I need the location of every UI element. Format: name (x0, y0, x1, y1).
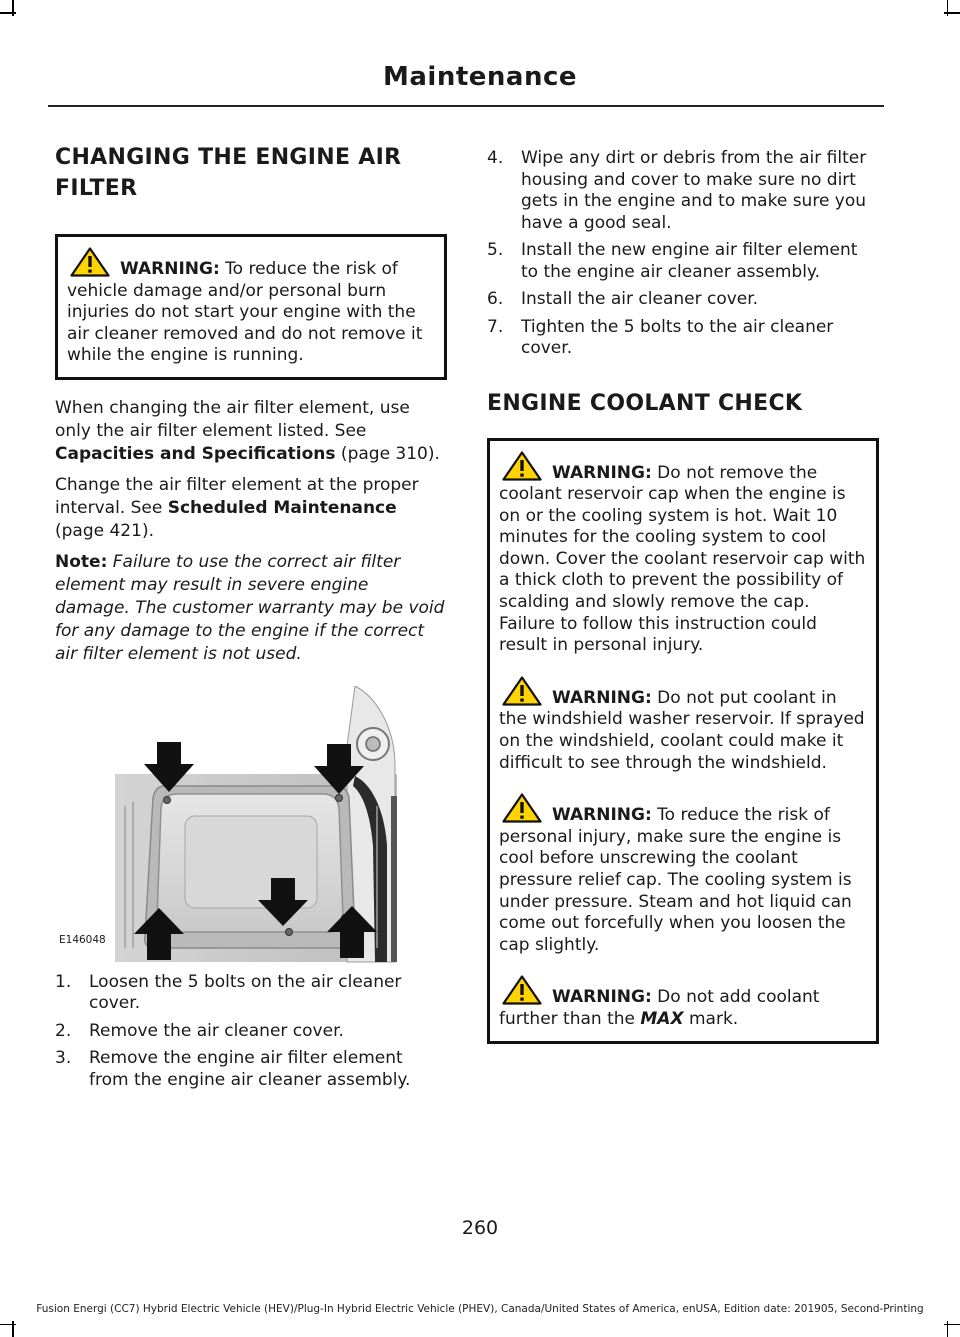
page-number: 260 (461, 1217, 499, 1239)
text: Change the air filter element at the proper interval. See (55, 474, 419, 518)
warning-text: mark. (683, 1008, 739, 1029)
warning-item (499, 975, 868, 1030)
left-column (55, 142, 447, 1091)
step-item (487, 289, 879, 311)
step-item (55, 1048, 447, 1091)
right-column (487, 148, 879, 1044)
step-item (487, 148, 879, 234)
crop-mark (12, 0, 14, 16)
step-item (487, 240, 879, 283)
step-text: Remove the air cleaner cover. (89, 1020, 344, 1041)
heading-line: FILTER (55, 176, 138, 201)
warning-text: Do not put coolant in the windshield washer reservoir. If sprayed on the windshield, coolant could make it difficult to see through the windshield. (499, 687, 865, 773)
warning-triangle-icon (502, 975, 542, 1005)
paragraph (55, 397, 447, 466)
heading-line: CHANGING THE ENGINE AIR (55, 145, 402, 170)
crop-mark (12, 1321, 14, 1337)
warning-text: To reduce the risk of personal injury, make sure the engine is cool before unscrewing the coolant pressure relief cap. The cooling system is under pressure. Steam and hot liquid can come out forcefully when you loosen the cap slightly. (499, 805, 852, 955)
warning-triangle-icon (502, 676, 542, 706)
step-number: 1. (55, 971, 72, 992)
warning-triangle-icon (70, 247, 110, 277)
max-mark-label: MAX (640, 1008, 684, 1029)
air-cleaner-illustration (55, 686, 447, 964)
figure-code: E146048 (59, 933, 106, 946)
warning-label: WARNING: (552, 462, 652, 483)
section-heading-coolant: ENGINE COOLANT CHECK (487, 390, 803, 416)
air-cleaner-figure (55, 686, 447, 964)
warning-label: WARNING: (552, 805, 652, 826)
warning-text: Do not remove the coolant reservoir cap when the engine is on or the cooling system is hot. Wait 10 minutes for the cooling system to cool down. Cover the coolant reservoir cap with a thick cloth to prevent the possibility of scalding and slowly remove the cap. Failure to follow this instruction could result in personal injury. (499, 462, 866, 656)
text: (page 421). (55, 520, 154, 541)
section-heading-air-filter (55, 142, 447, 204)
warning-item (499, 676, 868, 774)
crop-mark (0, 12, 16, 14)
warning-text: To reduce the risk of vehicle damage and/or personal burn injuries do not start your engine with the air cleaner removed and do not remove it while the engine is running. (67, 259, 423, 366)
step-item (55, 1021, 447, 1043)
warning-item (499, 451, 868, 657)
warning-triangle-icon (502, 451, 542, 481)
warning-item (499, 793, 868, 956)
warning-label: WARNING: (552, 987, 652, 1008)
step-item (487, 317, 879, 360)
step-text: Install the air cleaner cover. (521, 289, 759, 309)
note-label: Note: (55, 551, 108, 572)
warning-box (487, 438, 879, 1044)
step-text: Tighten the 5 bolts to the air cleaner cover. (521, 316, 834, 358)
crop-mark (0, 1324, 16, 1326)
note (55, 551, 447, 666)
cross-reference-link[interactable]: Capacities and Specifications (55, 443, 336, 464)
step-number: 7. (487, 316, 504, 337)
step-text: Wipe any dirt or debris from the air filter housing and cover to make sure no dirt gets in the engine and to make sure you have a good seal. (521, 148, 867, 233)
warning-triangle-icon (502, 793, 542, 823)
text: When changing the air filter element, use only the air filter element listed. See (55, 397, 410, 441)
edition-footer: Fusion Energi (CC7) Hybrid Electric Vehicle (HEV)/Plug-In Hybrid Electric Vehicle (PHEV), Canada/United States of America, enUSA, Edition date: 201905, Second-Printing (36, 1303, 924, 1315)
warning-box (55, 234, 447, 380)
step-text: Install the new engine air filter element to the engine air cleaner assembly. (521, 240, 858, 282)
page-header-title: Maintenance (382, 62, 577, 92)
step-number: 6. (487, 289, 504, 309)
header-divider (48, 105, 884, 107)
steps-list (487, 148, 879, 360)
text: (page 310). (335, 443, 440, 464)
step-number: 3. (55, 1048, 72, 1069)
cross-reference-link[interactable]: Scheduled Maintenance (167, 497, 397, 518)
warning-label: WARNING: (552, 687, 652, 708)
step-text: Remove the engine air filter element from the engine air cleaner assembly. (89, 1048, 411, 1090)
step-item (55, 972, 447, 1015)
crop-mark (947, 0, 949, 16)
note-text: Failure to use the correct air filter element may result in severe engine damage. The customer warranty may be void for any damage to the engine if the correct air filter element is not used. (55, 551, 445, 664)
step-text: Loosen the 5 bolts on the air cleaner cover. (89, 971, 402, 1014)
step-number: 2. (55, 1020, 72, 1041)
warning-text: Do not add coolant further than the (499, 987, 820, 1029)
paragraph (55, 474, 447, 543)
steps-list (55, 972, 447, 1092)
step-number: 4. (487, 148, 504, 168)
warning-label: WARNING: (120, 259, 220, 279)
crop-mark (947, 1321, 949, 1337)
step-number: 5. (487, 240, 504, 260)
warning-item (67, 247, 436, 367)
